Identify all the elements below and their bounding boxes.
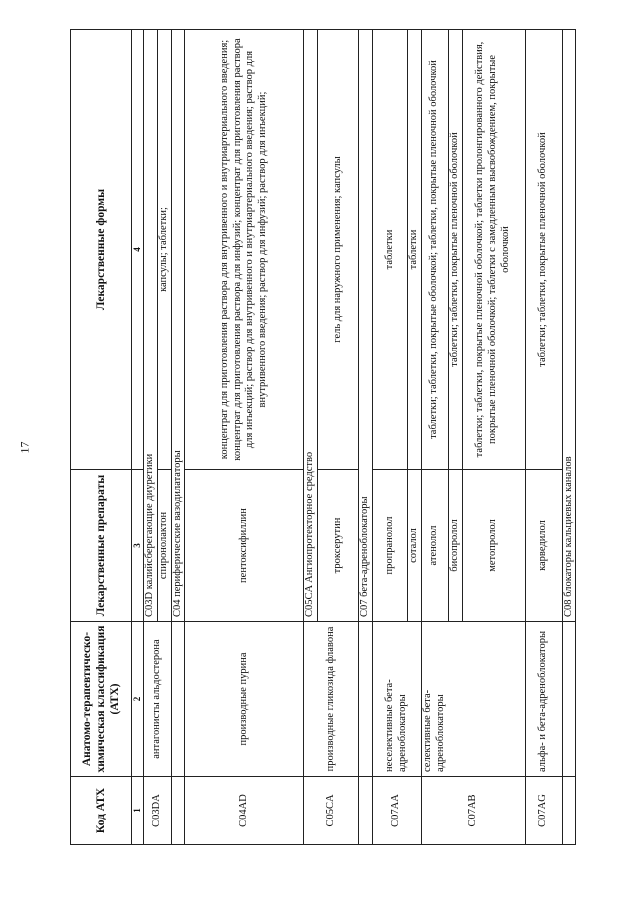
column-number-row [132, 30, 144, 845]
col-number: 3 [132, 470, 144, 622]
header-atc-class: Анатомо-терапевтическо-химическая классификация (АТХ) [71, 622, 132, 777]
header-drugs: Лекарственные препараты [71, 470, 132, 622]
group-label: C04 периферические вазодилататоры [171, 30, 185, 622]
atc-class: альфа- и бета-адреноблокаторы [525, 622, 562, 777]
table-row [304, 30, 318, 845]
drug-name: атенолол [421, 470, 448, 622]
table-row [144, 30, 158, 845]
atc-class: производные пурина [185, 622, 304, 777]
atc-code: C07AA [372, 777, 421, 845]
header-forms: Лекарственные формы [71, 30, 132, 470]
header-atc-code: Код АТХ [71, 777, 132, 845]
drug-name: троксерутин [318, 470, 359, 622]
drug-name: пропранолол [372, 470, 407, 622]
atc-code: C04AD [185, 777, 304, 845]
group-label: C05CA Ангиопротекторное средство [304, 30, 318, 622]
header-row [71, 30, 132, 845]
group-row [171, 30, 185, 845]
drug-name: карведилол [525, 470, 562, 622]
table-row [525, 30, 562, 845]
empty-cell [562, 777, 576, 845]
rotated-page [70, 30, 613, 845]
empty-cell [359, 622, 373, 777]
atc-code: C03DA [144, 777, 172, 845]
drug-forms: гель для наружного применения; капсулы [318, 30, 359, 470]
atc-class: неселективные бета-адреноблокаторы [372, 622, 421, 777]
group-row [359, 30, 373, 845]
atc-code: C05CA [304, 777, 359, 845]
drug-table [70, 29, 576, 845]
drug-forms: концентрат для приготовления раствора для внутривенного и внутриартериального введения; концентрат для приготовления раствора для инфузий; концентрат для приготовления раствора для инъекций; раствор для внутривенного и внутриартериального введения; раствор для внутривенного введения; раствор для инфузий; раствор для инъекций; [185, 30, 304, 470]
table-row [421, 30, 448, 845]
drug-forms: таблетки; таблетки, покрытые пленочной оболочкой; таблетки пролонгированного действия, покрытые пленочной оболочкой; таблетки с замедленным высвобождением, покрытые оболочкой [462, 30, 525, 470]
drug-name: метопролол [462, 470, 525, 622]
empty-cell [562, 622, 576, 777]
atc-class: производные гликозида флавона [304, 622, 359, 777]
group-label: C08 блокаторы кальциевых каналов [562, 30, 576, 622]
drug-forms: таблетки; таблетки, покрытые оболочкой; таблетки, покрытые пленочной оболочкой [421, 30, 448, 470]
drug-name: бисопролол [448, 470, 462, 622]
col-number: 2 [132, 622, 144, 777]
group-row [562, 30, 576, 845]
page-number: 17 [17, 441, 32, 454]
group-label: C03D калийсберегающие диуретики [144, 30, 158, 622]
group-label: C07 бета-адреноблокаторы [359, 30, 373, 622]
atc-class: селективные бета-адреноблокаторы [421, 622, 525, 777]
empty-cell [359, 777, 373, 845]
drug-forms: таблетки; таблетки, покрытые пленочной оболочкой [448, 30, 462, 470]
drug-forms: таблетки [407, 30, 421, 470]
drug-forms: таблетки; таблетки, покрытые пленочной оболочкой [525, 30, 562, 470]
drug-name: пентоксифиллин [185, 470, 304, 622]
empty-cell [171, 777, 185, 845]
table-row [185, 30, 304, 845]
table-row [372, 30, 407, 845]
drug-name: соталол [407, 470, 421, 622]
col-number: 4 [132, 30, 144, 470]
atc-code: C07AB [421, 777, 525, 845]
drug-name: спиронолактон [157, 470, 171, 622]
drug-forms: таблетки [372, 30, 407, 470]
empty-cell [171, 622, 185, 777]
atc-class: антагонисты альдостерона [144, 622, 172, 777]
col-number: 1 [132, 777, 144, 845]
atc-code: C07AG [525, 777, 562, 845]
drug-forms: капсулы; таблетки; [157, 30, 171, 470]
